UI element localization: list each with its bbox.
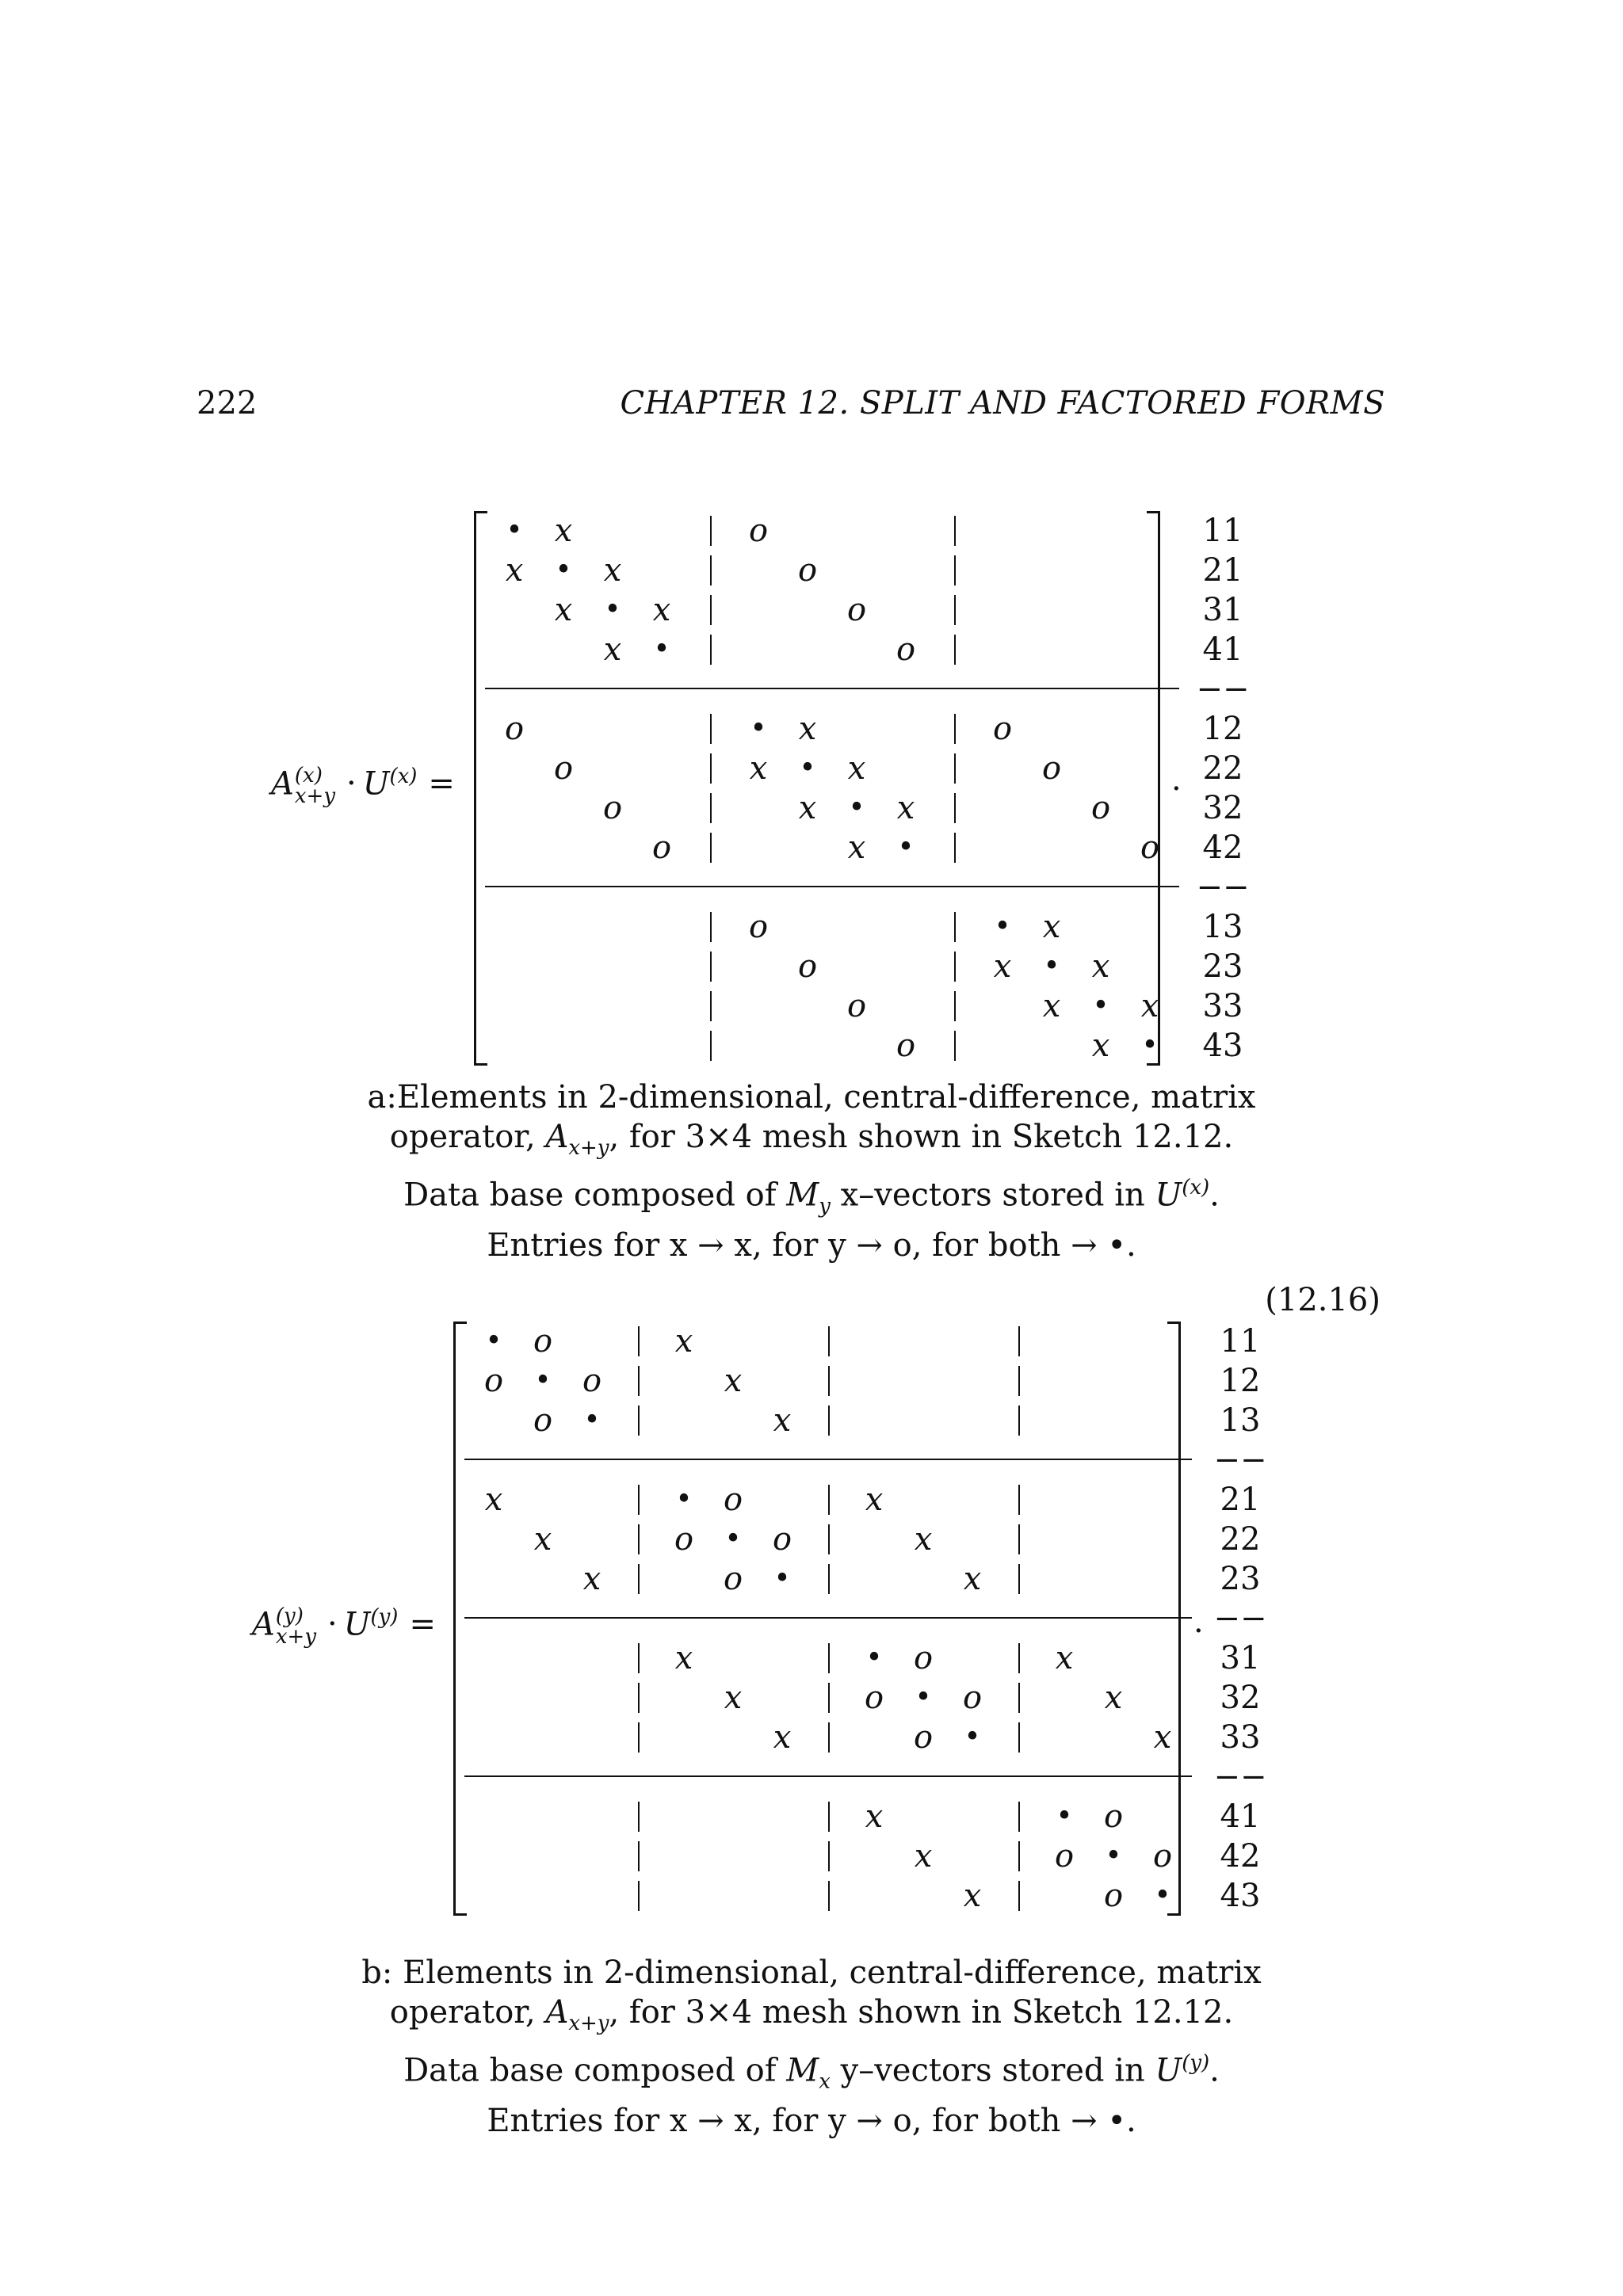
block-separator-vertical [954, 912, 956, 942]
entry-both: • [506, 514, 523, 547]
entry-both: • [1092, 990, 1109, 1022]
entry-x: x [798, 790, 817, 826]
block-separator-vertical [1018, 1683, 1020, 1713]
block-separator-vertical [638, 1802, 640, 1832]
entry-x: x [674, 1640, 693, 1676]
equation-b-lhs: A (y) x+y · $U^{(y)}$ = [252, 1604, 436, 1650]
block-separator-vertical [828, 1802, 830, 1832]
entry-x: x [603, 552, 622, 589]
block-separator-vertical [954, 516, 956, 546]
entry-x: x [749, 750, 768, 787]
block-divider-label: −− [1213, 1600, 1267, 1637]
entry-y: o [962, 1680, 983, 1716]
entry-both: • [534, 1364, 552, 1397]
entry-x: x [533, 1521, 552, 1558]
vector-index-label: 13 [1202, 909, 1243, 945]
entry-both: • [485, 1325, 502, 1357]
entry-y: o [1140, 830, 1160, 866]
left-bracket [474, 511, 487, 1066]
vector-index-label: 43 [1220, 1878, 1261, 1914]
entry-x: x [1091, 1028, 1110, 1064]
block-separator-vertical [828, 1485, 830, 1515]
block-separator-vertical [638, 1485, 640, 1515]
block-separator-vertical [954, 753, 956, 784]
block-separator-vertical [1018, 1802, 1020, 1832]
entry-y: o [1152, 1838, 1173, 1875]
block-separator-vertical [710, 595, 712, 625]
entry-x: x [896, 790, 915, 826]
block-separator-vertical [638, 1326, 640, 1356]
block-separator-vertical [954, 952, 956, 982]
entry-both: • [1056, 1800, 1073, 1833]
entry-both: • [653, 633, 670, 666]
equation-a [0, 511, 1623, 1074]
entry-x: x [914, 1838, 933, 1875]
block-separator-horizontal [464, 1459, 1192, 1460]
entry-y: o [992, 711, 1013, 747]
entry-both: • [1043, 950, 1060, 982]
entry-y: o [896, 631, 916, 668]
block-separator-horizontal [485, 688, 1179, 689]
block-separator-vertical [1018, 1524, 1020, 1554]
entry-x: x [773, 1719, 792, 1756]
block-separator-vertical [828, 1881, 830, 1911]
entry-both: • [604, 593, 621, 626]
vector-index-label: 43 [1202, 1028, 1243, 1064]
entry-both: • [1105, 1840, 1122, 1872]
entry-x: x [1055, 1640, 1074, 1676]
block-separator-vertical [638, 1683, 640, 1713]
entry-y: o [651, 830, 672, 866]
entry-y: o [797, 948, 818, 985]
entry-x: x [724, 1680, 743, 1716]
block-separator-vertical [828, 1564, 830, 1594]
matrix-b [453, 1322, 1181, 1916]
vector-index-label: 21 [1202, 552, 1243, 589]
entry-both: • [897, 831, 915, 864]
block-separator-vertical [1018, 1643, 1020, 1673]
vector-index-label: 11 [1220, 1323, 1261, 1360]
entry-both: • [750, 712, 767, 745]
vector-index-label: 22 [1220, 1521, 1261, 1558]
entry-x: x [963, 1561, 982, 1597]
vector-index-label: 33 [1220, 1719, 1261, 1756]
entry-y: o [864, 1680, 884, 1716]
entry-y: o [533, 1402, 553, 1439]
block-separator-horizontal [485, 886, 1179, 887]
block-separator-vertical [710, 516, 712, 546]
vector-index-label: 32 [1220, 1680, 1261, 1716]
entry-y: o [748, 909, 769, 945]
block-separator-vertical [954, 1031, 956, 1061]
block-separator-horizontal [464, 1617, 1192, 1619]
entry-x: x [865, 1798, 884, 1835]
block-separator-vertical [828, 1326, 830, 1356]
entry-y: o [748, 513, 769, 549]
entry-x: x [963, 1878, 982, 1914]
block-separator-vertical [828, 1683, 830, 1713]
block-separator-vertical [1018, 1881, 1020, 1911]
block-separator-vertical [638, 1366, 640, 1396]
entry-x: x [847, 830, 866, 866]
entry-x: x [1153, 1719, 1172, 1756]
entry-both: • [915, 1681, 932, 1714]
entry-y: o [582, 1363, 602, 1399]
left-bracket [453, 1322, 467, 1916]
entry-y: o [1041, 750, 1062, 787]
vector-index-label: 22 [1202, 750, 1243, 787]
vector-index-label: 41 [1202, 631, 1243, 668]
entry-y: o [533, 1323, 553, 1360]
vector-index-label: 12 [1202, 711, 1243, 747]
vector-index-label: 41 [1220, 1798, 1261, 1835]
entry-both: • [994, 910, 1011, 943]
block-separator-vertical [954, 555, 956, 585]
caption-a: a:Elements in 2-dimensional, central-difference, matrix operator, $A_{x+y}$, for 3×4 mesh shown in Sketch 12.12. Data base composed of $M_y$ x–vectors stored in $U^{(x)}$. Entries for x → x, for y → o, for both → •. [367, 1079, 1256, 1264]
block-separator-vertical [638, 1722, 640, 1753]
block-separator-vertical [954, 714, 956, 744]
running-head: CHAPTER 12. SPLIT AND FACTORED FORMS [620, 385, 1385, 421]
equation-a-lhs: A (x) x+y · $U^{(x)}$ = [271, 764, 455, 809]
entry-y: o [846, 988, 867, 1024]
entry-x: x [993, 948, 1012, 985]
block-separator-vertical [710, 555, 712, 585]
vector-index-label: 21 [1220, 1482, 1261, 1518]
vector-index-label: 42 [1220, 1838, 1261, 1875]
entry-y: o [772, 1521, 792, 1558]
page-header [197, 385, 1385, 433]
entry-both: • [1141, 1029, 1159, 1062]
block-separator-vertical [954, 595, 956, 625]
entry-x: x [1042, 909, 1061, 945]
block-separator-vertical [828, 1722, 830, 1753]
entry-x: x [1042, 988, 1061, 1024]
right-bracket [1147, 511, 1160, 1066]
vector-index-label: 23 [1202, 948, 1243, 985]
entry-y: o [913, 1640, 934, 1676]
entry-x: x [603, 631, 622, 668]
block-separator-vertical [1018, 1366, 1020, 1396]
entry-both: • [555, 554, 572, 586]
vector-index-label: 23 [1220, 1561, 1261, 1597]
entry-y: o [1103, 1878, 1124, 1914]
block-separator-vertical [638, 1881, 640, 1911]
entry-y: o [846, 592, 867, 628]
entry-x: x [724, 1363, 743, 1399]
block-separator-vertical [710, 833, 712, 863]
block-separator-vertical [828, 1524, 830, 1554]
entry-y: o [896, 1028, 916, 1064]
equation-number: (12.16) [1265, 1282, 1381, 1318]
block-separator-vertical [828, 1643, 830, 1673]
entry-y: o [1090, 790, 1111, 826]
matrix-a [474, 511, 1160, 1066]
caption-b: b: Elements in 2-dimensional, central-difference, matrix operator, $A_{x+y}$, for 3×4 mesh shown in Sketch 12.12. Data base composed of $M_x$ y–vectors stored in $U^{(y)}$. Entries for x → x, for y → o, for both → •. [361, 1955, 1262, 2140]
block-separator-horizontal [464, 1775, 1192, 1777]
vector-index-label: 11 [1202, 513, 1243, 549]
entry-both: • [724, 1523, 742, 1555]
block-separator-vertical [1018, 1405, 1020, 1436]
block-separator-vertical [1018, 1722, 1020, 1753]
entry-x: x [1140, 988, 1159, 1024]
block-separator-vertical [710, 753, 712, 784]
entry-both: • [964, 1721, 981, 1753]
entry-y: o [504, 711, 525, 747]
entry-x: x [674, 1323, 693, 1360]
entry-y: o [797, 552, 818, 589]
block-separator-vertical [1018, 1564, 1020, 1594]
entry-x: x [554, 513, 573, 549]
block-separator-vertical [638, 1564, 640, 1594]
entry-both: • [1154, 1879, 1171, 1912]
multiply-dot: · [1171, 771, 1182, 807]
entry-x: x [484, 1482, 503, 1518]
block-separator-vertical [710, 1031, 712, 1061]
block-separator-vertical [710, 991, 712, 1021]
block-separator-vertical [710, 793, 712, 823]
block-separator-vertical [638, 1643, 640, 1673]
block-separator-vertical [828, 1405, 830, 1436]
block-separator-vertical [828, 1366, 830, 1396]
vector-index-label: 42 [1202, 830, 1243, 866]
entry-x: x [505, 552, 524, 589]
entry-y: o [1054, 1838, 1075, 1875]
entry-x: x [554, 592, 573, 628]
vector-index-label: 31 [1220, 1640, 1261, 1676]
block-separator-vertical [638, 1841, 640, 1871]
entry-both: • [848, 791, 865, 824]
block-divider-label: −− [1196, 671, 1250, 707]
entry-x: x [847, 750, 866, 787]
multiply-dot: · [1193, 1613, 1204, 1650]
block-separator-vertical [954, 793, 956, 823]
right-bracket [1167, 1322, 1181, 1916]
entry-both: • [799, 752, 816, 784]
block-separator-vertical [710, 912, 712, 942]
block-separator-vertical [954, 635, 956, 665]
block-separator-vertical [1018, 1841, 1020, 1871]
block-divider-label: −− [1196, 869, 1250, 906]
entry-y: o [1103, 1798, 1124, 1835]
entry-x: x [865, 1482, 884, 1518]
block-separator-vertical [954, 833, 956, 863]
block-divider-label: −− [1213, 1759, 1267, 1795]
vector-index-label: 32 [1202, 790, 1243, 826]
entry-y: o [602, 790, 623, 826]
entry-x: x [773, 1402, 792, 1439]
entry-both: • [865, 1642, 883, 1674]
vector-index-label: 33 [1202, 988, 1243, 1024]
entry-x: x [1091, 948, 1110, 985]
entry-y: o [674, 1521, 694, 1558]
entry-y: o [723, 1482, 743, 1518]
entry-both: • [583, 1404, 601, 1436]
block-separator-vertical [1018, 1326, 1020, 1356]
entry-x: x [1104, 1680, 1123, 1716]
entry-y: o [723, 1561, 743, 1597]
entry-y: o [483, 1363, 504, 1399]
entry-y: o [913, 1719, 934, 1756]
block-separator-vertical [710, 635, 712, 665]
page-number: 222 [197, 385, 258, 421]
entry-x: x [798, 711, 817, 747]
block-separator-vertical [638, 1524, 640, 1554]
block-separator-vertical [710, 952, 712, 982]
entry-both: • [773, 1562, 791, 1595]
vector-index-label: 12 [1220, 1363, 1261, 1399]
block-separator-vertical [710, 714, 712, 744]
block-separator-vertical [954, 991, 956, 1021]
equation-b [0, 1322, 1623, 1924]
block-separator-vertical [1018, 1485, 1020, 1515]
block-separator-vertical [828, 1841, 830, 1871]
entry-x: x [914, 1521, 933, 1558]
entry-y: o [553, 750, 574, 787]
entry-both: • [675, 1483, 693, 1516]
block-divider-label: −− [1213, 1442, 1267, 1478]
vector-index-label: 31 [1202, 592, 1243, 628]
block-separator-vertical [638, 1405, 640, 1436]
vector-index-label: 13 [1220, 1402, 1261, 1439]
entry-x: x [582, 1561, 601, 1597]
entry-x: x [652, 592, 671, 628]
